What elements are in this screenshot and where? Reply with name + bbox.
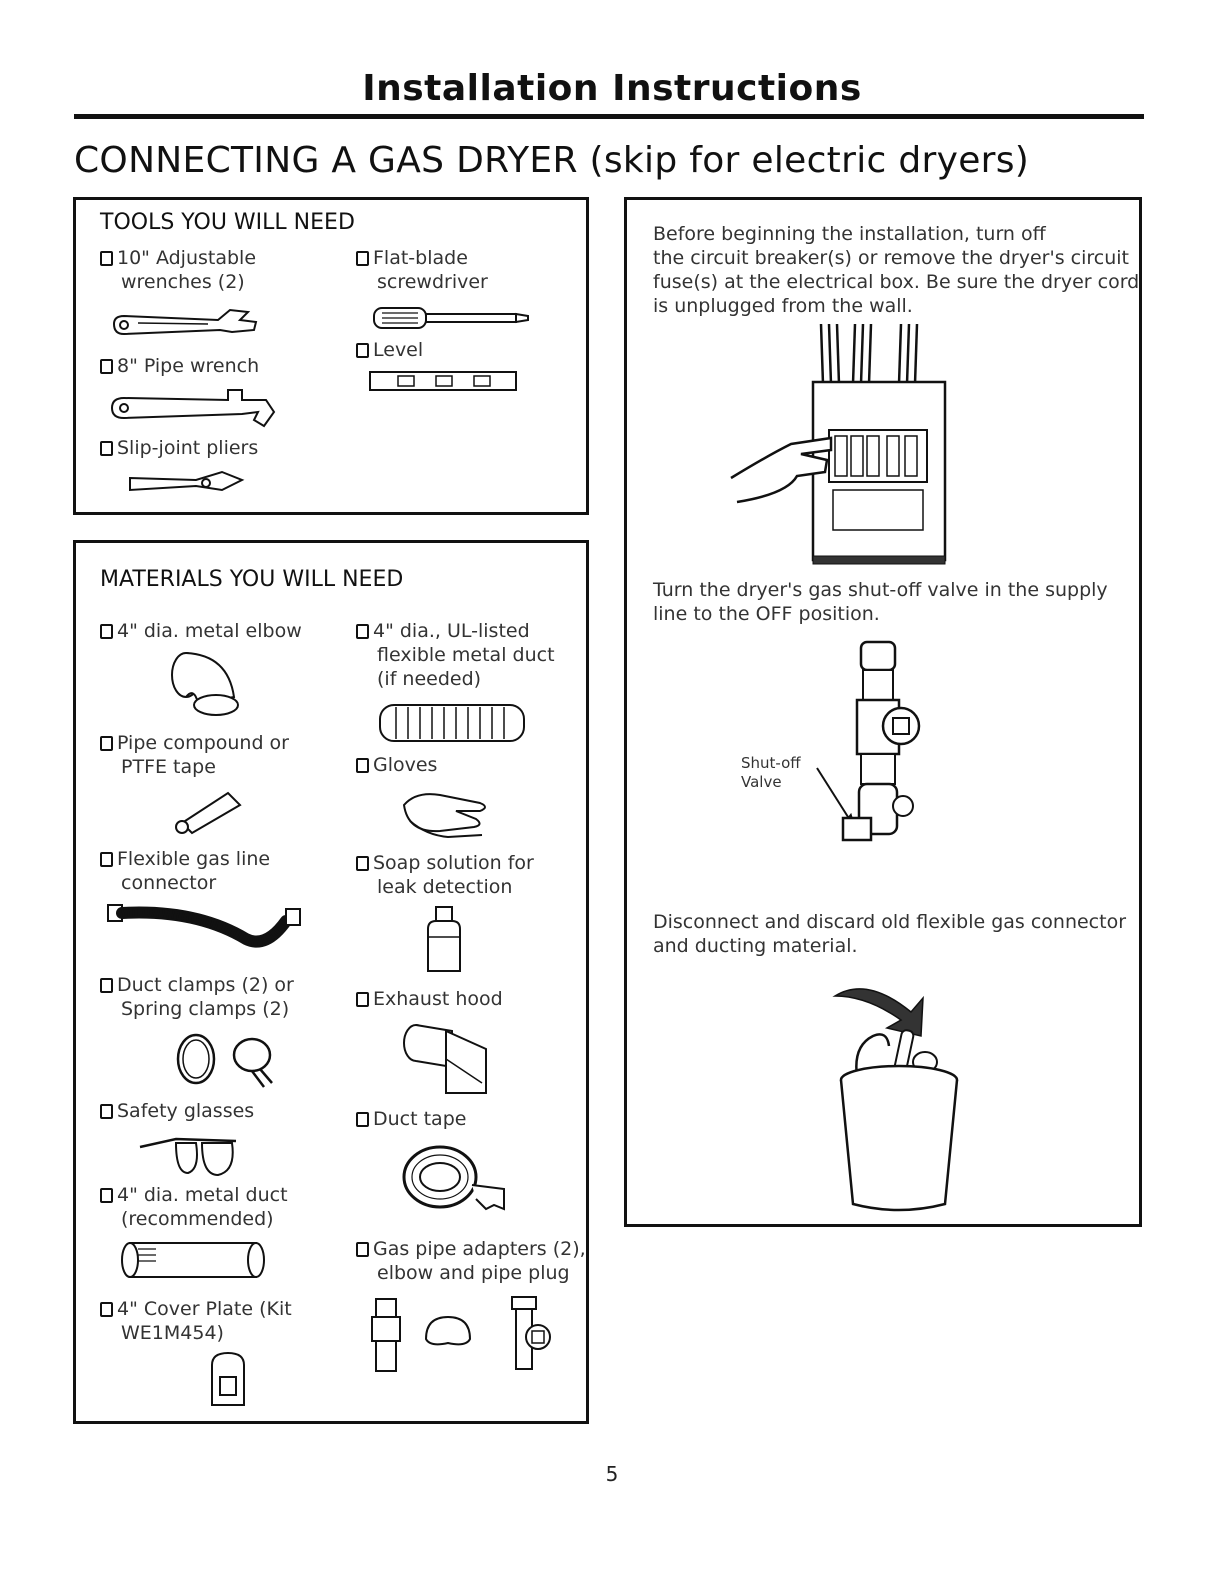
pliers-icon bbox=[126, 468, 246, 498]
breaker-box-icon bbox=[727, 324, 957, 574]
duct-tape-icon bbox=[400, 1143, 510, 1213]
header-rule bbox=[74, 114, 1144, 119]
checkbox bbox=[356, 624, 369, 639]
material-cover-plate: 4" Cover Plate (Kit WE1M454) bbox=[100, 1297, 292, 1345]
material-gas-adapters: Gas pipe adapters (2), elbow and pipe plug bbox=[356, 1237, 586, 1285]
checkbox bbox=[356, 251, 369, 266]
checkbox bbox=[100, 852, 113, 867]
pipe-wrench-icon bbox=[108, 386, 278, 430]
step3-text: Disconnect and discard old flexible gas connector and ducting material. bbox=[653, 911, 1127, 957]
materials-heading: MATERIALS YOU WILL NEED bbox=[100, 567, 404, 592]
cover-plate-icon bbox=[206, 1349, 250, 1409]
exhaust-hood-icon bbox=[396, 1019, 496, 1099]
checkbox bbox=[100, 359, 113, 374]
checkbox bbox=[100, 251, 113, 266]
material-duct-tape: Duct tape bbox=[356, 1107, 466, 1131]
checkbox bbox=[100, 978, 113, 993]
tool-level: Level bbox=[356, 338, 423, 362]
checkbox bbox=[100, 624, 113, 639]
screwdriver-icon bbox=[372, 304, 532, 332]
material-safety-glasses: Safety glasses bbox=[100, 1099, 254, 1123]
page-header: Installation Instructions bbox=[362, 68, 862, 109]
adjustable-wrench-icon bbox=[108, 304, 258, 344]
flex-duct-icon bbox=[372, 701, 532, 745]
material-gas-connector: Flexible gas line connector bbox=[100, 847, 270, 895]
material-metal-elbow: 4" dia. metal elbow bbox=[100, 619, 302, 643]
tool-adjustable-wrench: 10" Adjustable wrenches (2) bbox=[100, 246, 256, 294]
checkbox bbox=[356, 992, 369, 1007]
section-title: CONNECTING A GAS DRYER (skip for electric dryers) bbox=[74, 140, 1030, 181]
gloves-icon bbox=[396, 785, 496, 843]
step1-text: Before beginning the installation, turn off the circuit breaker(s) or remove the dryer's circuit fuse(s) at the electrical box. Be sure the dryer cord is unplugged from the wall. bbox=[653, 223, 1140, 317]
tool-screwdriver: Flat-blade screwdriver bbox=[356, 246, 488, 294]
elbow-icon bbox=[168, 647, 248, 719]
shutoff-valve-label: Shut-off Valve bbox=[741, 754, 801, 791]
checkbox bbox=[100, 1302, 113, 1317]
material-gloves: Gloves bbox=[356, 753, 437, 777]
tool-pipe-wrench: 8" Pipe wrench bbox=[100, 354, 259, 378]
material-metal-duct: 4" dia. metal duct (recommended) bbox=[100, 1183, 288, 1231]
bottle-icon bbox=[422, 905, 466, 975]
gas-connector-icon bbox=[106, 899, 306, 959]
glasses-icon bbox=[136, 1133, 246, 1181]
checkbox bbox=[100, 1104, 113, 1119]
page-number: 5 bbox=[605, 1462, 619, 1486]
checkbox bbox=[356, 343, 369, 358]
checkbox bbox=[356, 758, 369, 773]
tools-heading: TOOLS YOU WILL NEED bbox=[100, 210, 355, 235]
tube-icon bbox=[168, 787, 248, 837]
steps-box bbox=[624, 197, 1142, 1227]
metal-duct-icon bbox=[120, 1239, 270, 1281]
trash-can-icon bbox=[817, 976, 967, 1226]
checkbox bbox=[356, 856, 369, 871]
materials-box bbox=[73, 540, 589, 1424]
checkbox bbox=[356, 1242, 369, 1257]
material-soap-solution: Soap solution for leak detection bbox=[356, 851, 534, 899]
checkbox bbox=[356, 1112, 369, 1127]
checkbox bbox=[100, 441, 113, 456]
valve-icon bbox=[777, 638, 947, 858]
checkbox bbox=[100, 736, 113, 751]
level-icon bbox=[368, 370, 518, 392]
material-clamps: Duct clamps (2) or Spring clamps (2) bbox=[100, 973, 294, 1021]
material-exhaust-hood: Exhaust hood bbox=[356, 987, 503, 1011]
step2-text: Turn the dryer's gas shut-off valve in the supply line to the OFF position. bbox=[653, 579, 1108, 625]
checkbox bbox=[100, 1188, 113, 1203]
tools-box bbox=[73, 197, 589, 515]
material-flex-duct: 4" dia., UL-listed flexible metal duct (if needed) bbox=[356, 619, 555, 691]
material-pipe-compound: Pipe compound or PTFE tape bbox=[100, 731, 289, 779]
clamps-icon bbox=[172, 1031, 292, 1091]
tool-pliers: Slip-joint pliers bbox=[100, 436, 258, 460]
adapters-icon bbox=[366, 1295, 556, 1377]
